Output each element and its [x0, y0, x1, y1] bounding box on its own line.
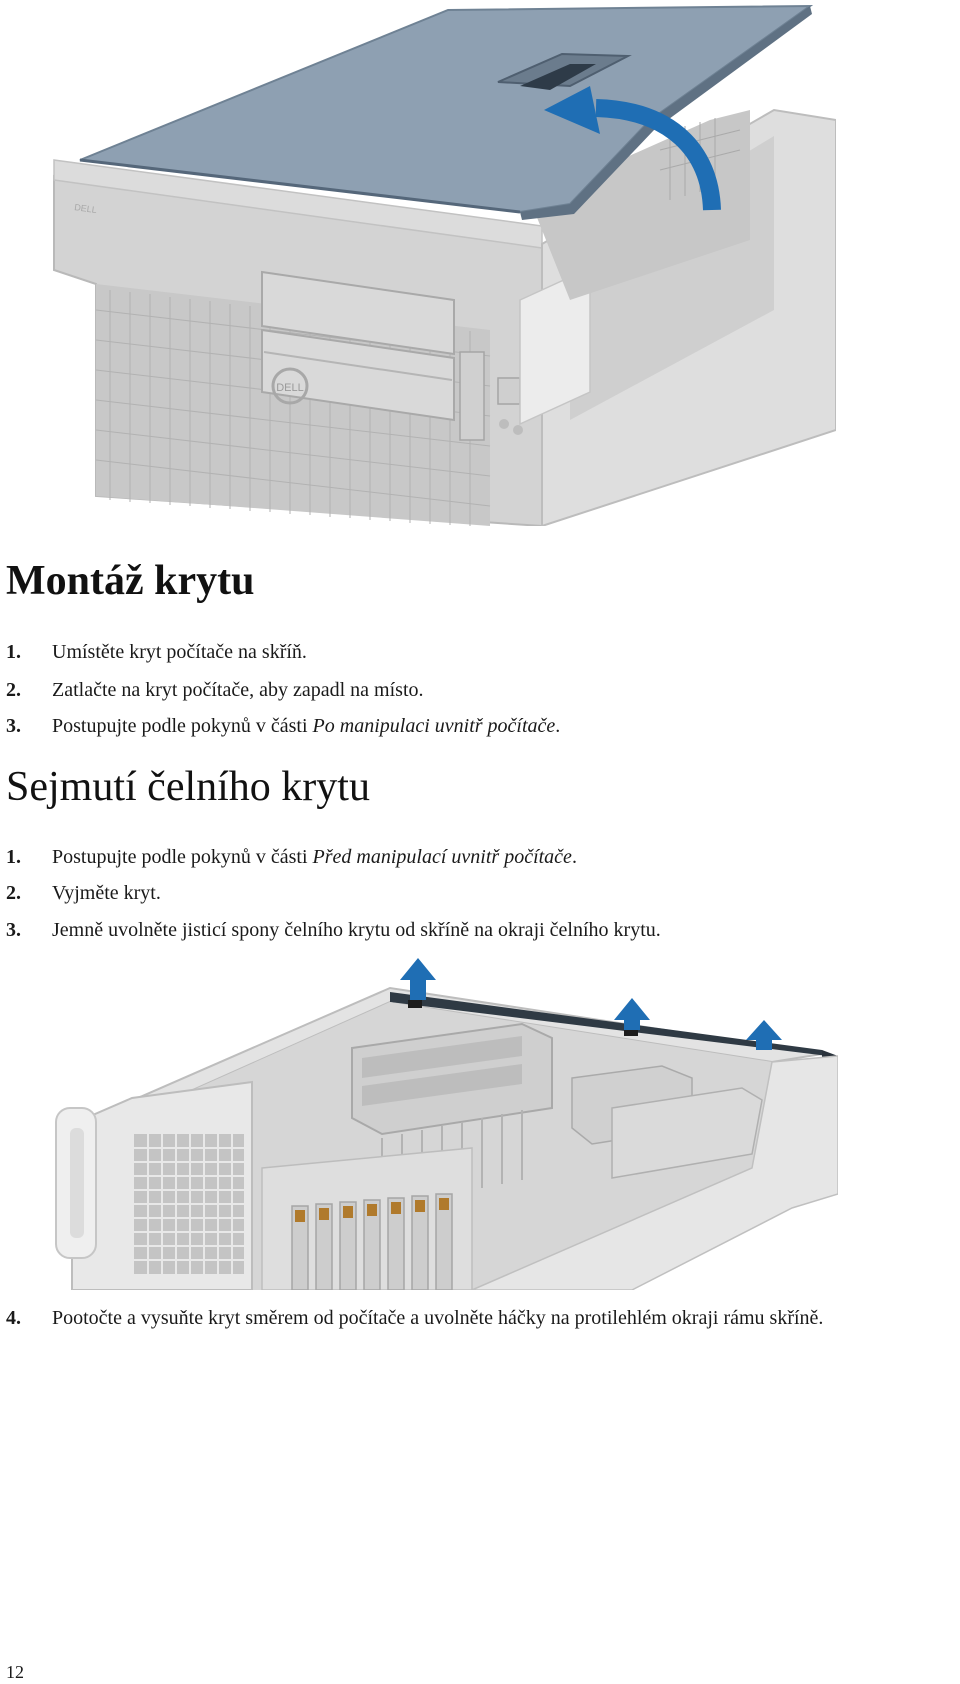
step-number: 1. — [6, 846, 21, 868]
step-number: 1. — [6, 641, 21, 663]
section-heading-install-cover: Montáž krytu — [6, 558, 255, 604]
step-text: Pootočte a vysuňte kryt směrem od počítače a uvolněte háčky na protilehlém okraji rámu skříně. — [52, 1307, 824, 1329]
svg-text:DELL: DELL — [73, 202, 98, 216]
step-number: 4. — [6, 1307, 21, 1329]
step-text-with-reference — [52, 844, 577, 870]
step-number: 2. — [6, 882, 21, 904]
step-text: Umístěte kryt počítače na skříň. — [52, 641, 307, 663]
section-heading-remove-front-bezel: Sejmutí čelního krytu — [6, 764, 370, 810]
step-text-with-reference — [52, 713, 560, 739]
step-text-end: . — [571, 846, 577, 868]
bezel-clips-illustration — [52, 958, 838, 1290]
step-number: 3. — [6, 919, 21, 941]
step-text: Postupujte podle pokynů v části — [52, 846, 313, 868]
step-number: 2. — [6, 679, 21, 701]
chassis-interior — [56, 988, 838, 1290]
cover-installation-illustration — [50, 0, 836, 526]
cross-reference-link[interactable]: Po manipulaci uvnitř počítače — [312, 715, 556, 737]
svg-text:DELL: DELL — [276, 382, 304, 394]
step-text: Jemně uvolněte jisticí spony čelního krytu od skříně na okraji čelního krytu. — [52, 919, 661, 941]
step-text: Postupujte podle pokynů v části — [52, 715, 313, 737]
cross-reference-link[interactable]: Před manipulací uvnitř počítače — [312, 846, 572, 868]
step-text: Vyjměte kryt. — [52, 882, 161, 904]
step-number: 3. — [6, 715, 21, 737]
step-text-end: . — [555, 715, 561, 737]
step-text: Zatlačte na kryt počítače, aby zapadl na místo. — [52, 679, 424, 701]
page-number: 12 — [6, 1662, 24, 1682]
